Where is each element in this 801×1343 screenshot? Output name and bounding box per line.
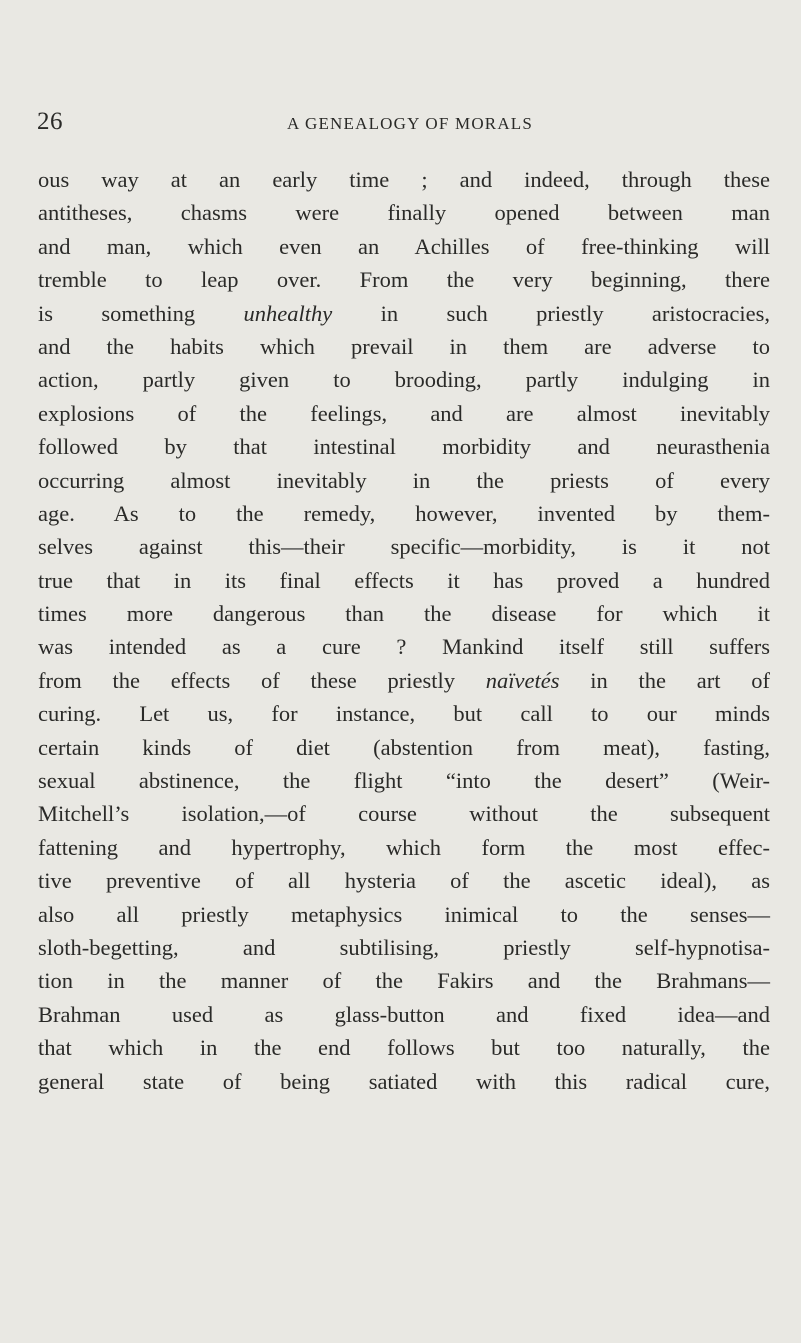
text-run: that which in the end follows but too naturally, the: [38, 1035, 770, 1061]
text-line: [38, 697, 770, 730]
text-run: is something: [38, 300, 244, 326]
text-run: was intended as a cure ? Mankind itself still suffers: [38, 634, 770, 660]
text-line: [38, 1031, 770, 1064]
text-run: sloth-begetting, and subtilising, priestly self-hypnotisa-: [38, 934, 770, 960]
text-line: [38, 196, 770, 229]
text-run: and the habits which prevail in them are adverse to: [38, 333, 770, 359]
text-run: sexual abstinence, the flight “into the desert” (Weir-: [38, 768, 770, 794]
text-line: [38, 1065, 770, 1098]
text-line: [38, 230, 770, 263]
text-run: Mitchell’s isolation,—of course without the subsequent: [38, 801, 770, 827]
text-line: [38, 964, 770, 997]
text-run: curing. Let us, for instance, but call to our minds: [38, 701, 770, 727]
text-line: [38, 797, 770, 830]
text-run: ous way at an early time ; and indeed, through these: [38, 167, 770, 192]
text-run: true that in its final effects it has proved a hundred: [38, 567, 770, 593]
text-run: in the art of: [559, 667, 770, 693]
text-line: [38, 664, 770, 697]
text-line: [38, 630, 770, 663]
text-run: in such priestly aristocracies,: [332, 300, 770, 326]
text-line: [38, 397, 770, 430]
text-run: Brahman used as glass-button and fixed idea—and: [38, 1001, 770, 1027]
text-run: tive preventive of all hysteria of the ascetic ideal), as: [38, 868, 770, 894]
text-run: occurring almost inevitably in the priests of every: [38, 467, 770, 493]
text-line: [38, 998, 770, 1031]
text-line: [38, 831, 770, 864]
text-line: [38, 597, 770, 630]
text-run: tion in the manner of the Fakirs and the Brahmans—: [38, 968, 770, 994]
body-text: [38, 163, 770, 1098]
text-run: times more dangerous than the disease for which it: [38, 601, 770, 627]
text-line: [38, 297, 770, 330]
text-run: also all priestly metaphysics inimical to the senses—: [38, 901, 770, 927]
running-head: A GENEALOGY OF MORALS: [287, 114, 534, 133]
text-run: selves against this—their specific—morbidity, is it not: [38, 534, 770, 560]
text-run: age. As to the remedy, however, invented by them-: [38, 500, 770, 526]
text-line: [38, 163, 770, 196]
text-run: followed by that intestinal morbidity and neurasthenia: [38, 434, 770, 460]
text-line: [38, 564, 770, 597]
text-line: [38, 898, 770, 931]
text-run: from the effects of these priestly: [38, 667, 486, 693]
text-run: general state of being satiated with this radical cure,: [38, 1068, 770, 1094]
text-line: [38, 430, 770, 463]
text-line: [38, 764, 770, 797]
text-run: tremble to leap over. From the very beginning, there: [38, 267, 770, 293]
text-line: [38, 497, 770, 530]
text-line: [38, 330, 770, 363]
page-header: [37, 104, 777, 144]
italic-phrase: unhealthy: [243, 300, 333, 326]
text-run: certain kinds of diet (abstention from meat), fasting,: [38, 734, 770, 760]
text-line: [38, 263, 770, 296]
text-run: fattening and hypertrophy, which form the most effec-: [38, 834, 770, 860]
text-run: explosions of the feelings, and are almost inevitably: [38, 400, 770, 426]
text-line: [38, 363, 770, 396]
text-line: [38, 530, 770, 563]
italic-phrase: naïvetés: [485, 667, 560, 693]
text-line: [38, 731, 770, 764]
text-run: and man, which even an Achilles of free-thinking will: [38, 233, 770, 259]
text-line: [38, 931, 770, 964]
text-line: [38, 464, 770, 497]
text-run: antitheses, chasms were finally opened between man: [38, 200, 770, 226]
text-run: action, partly given to brooding, partly indulging in: [38, 367, 770, 393]
page-number: 26: [37, 108, 63, 135]
text-line: [38, 864, 770, 897]
